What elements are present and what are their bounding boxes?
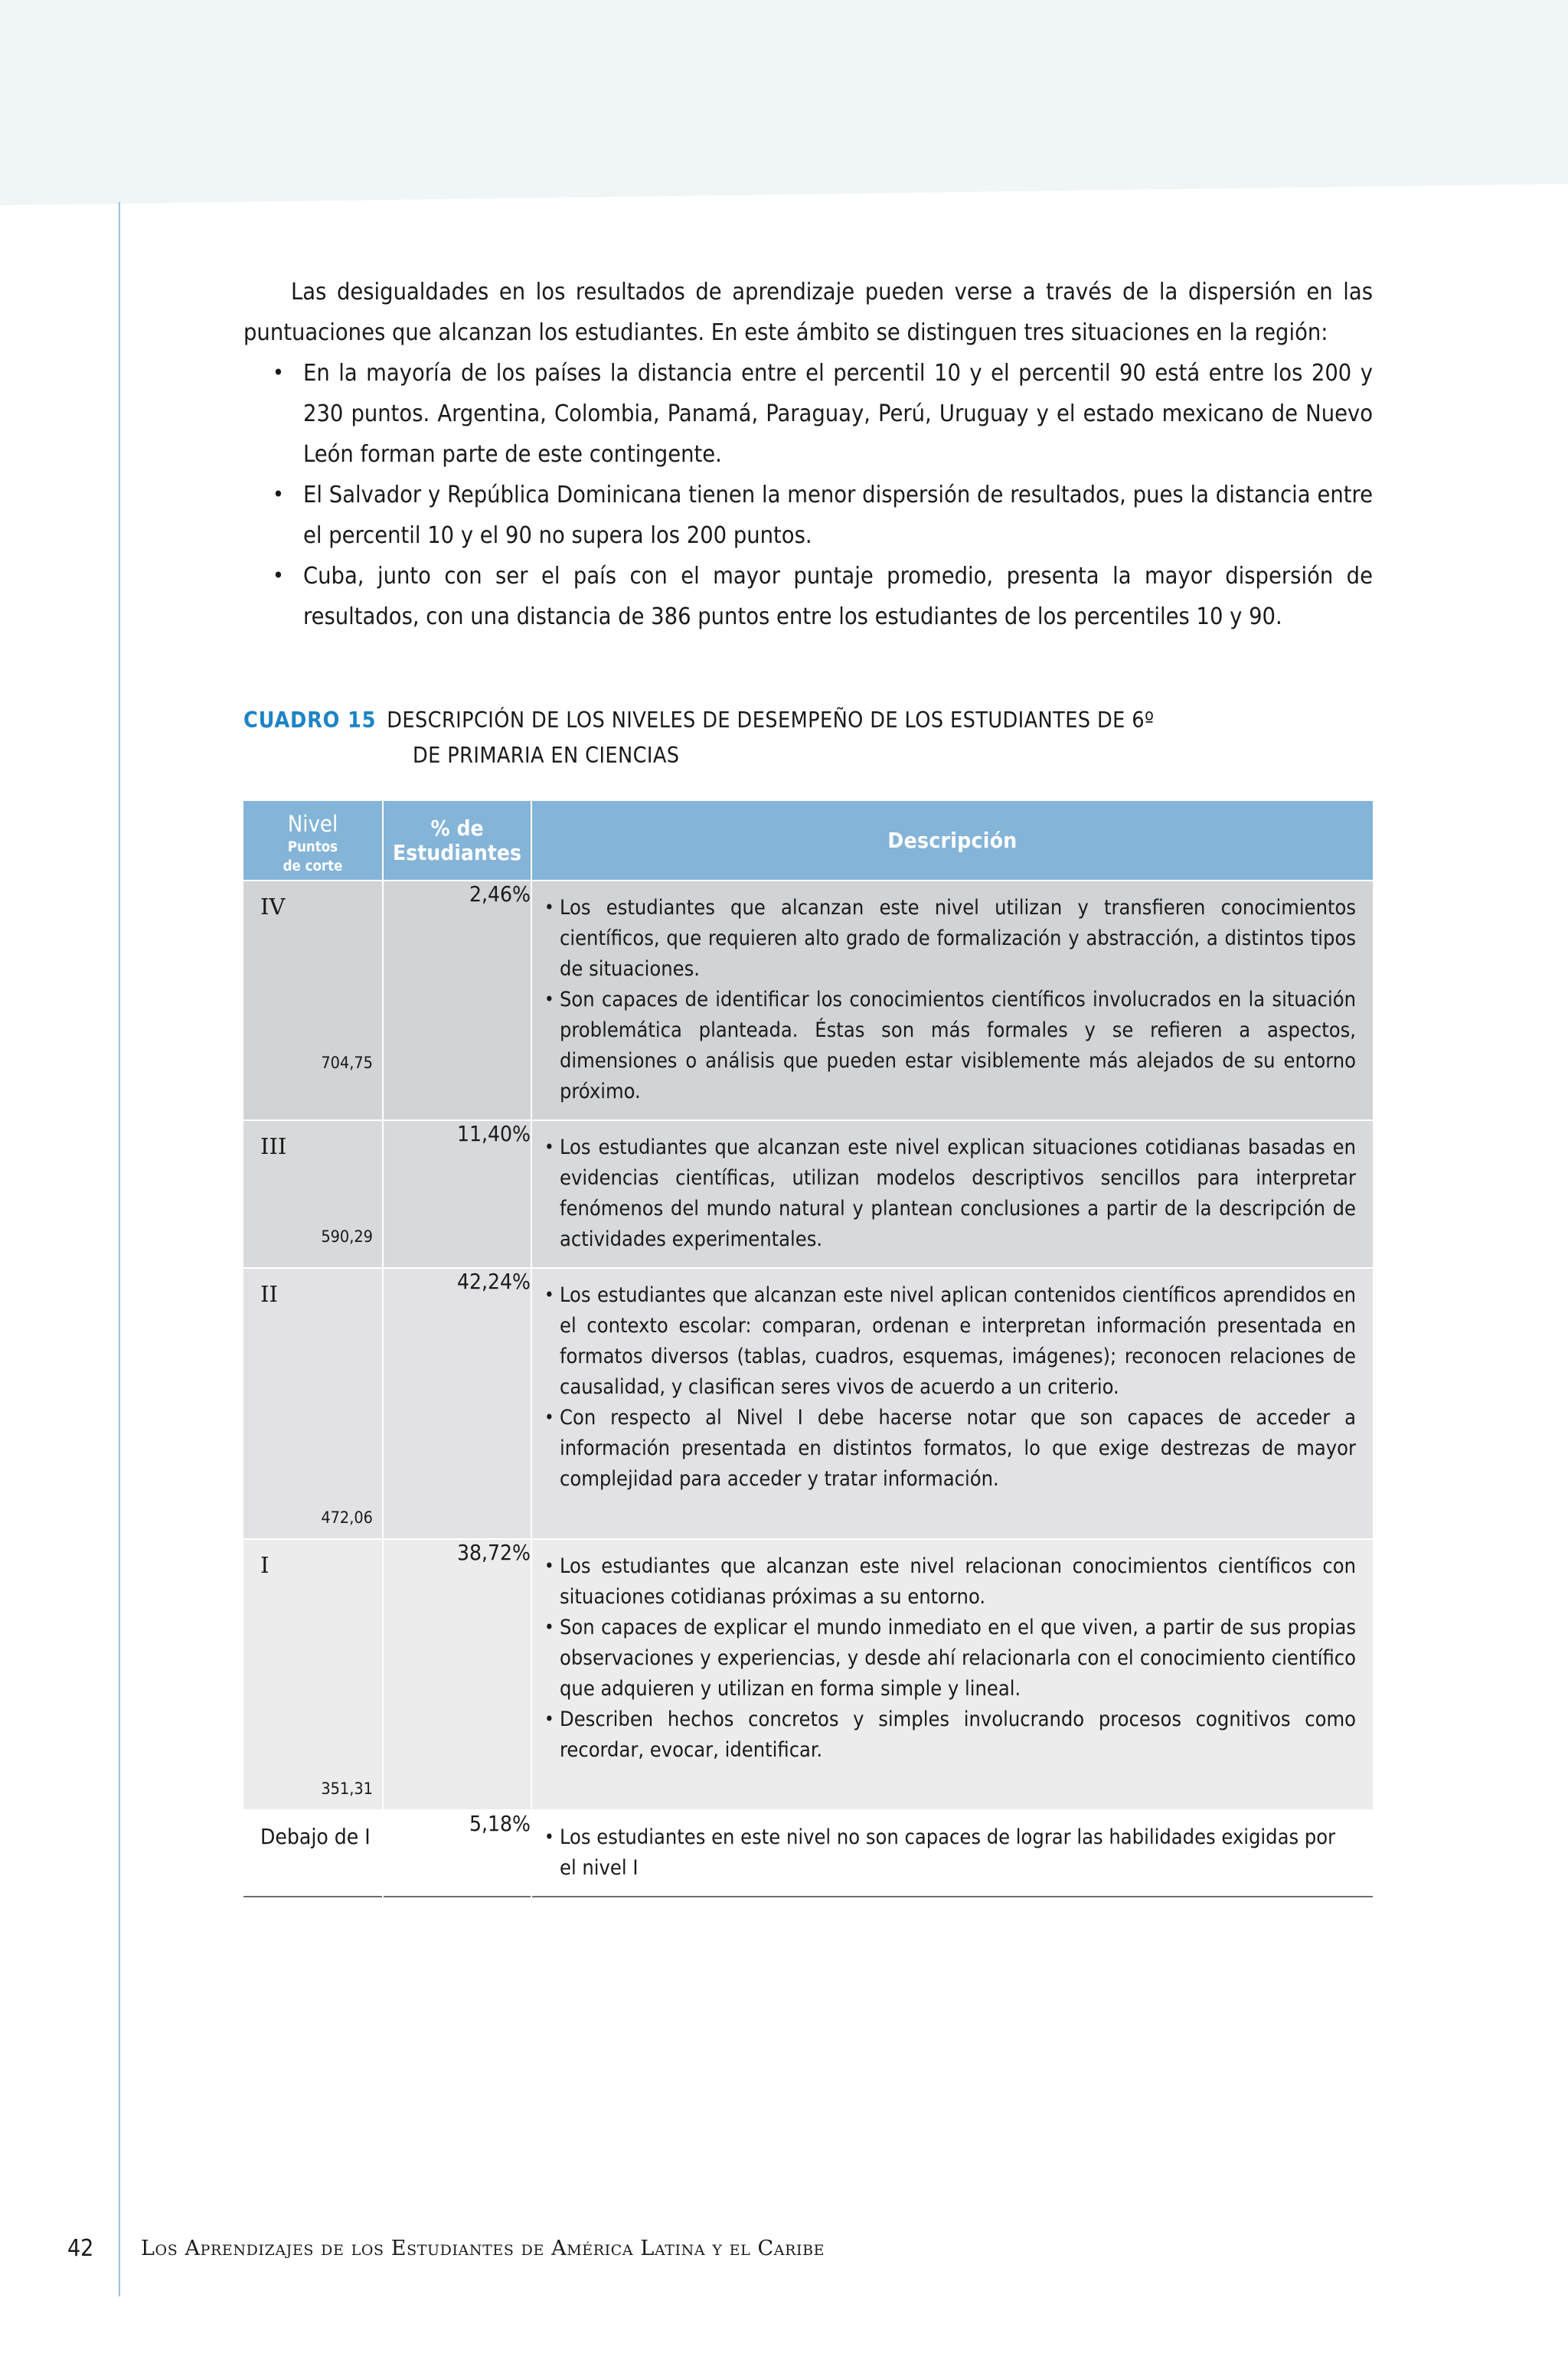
descripcion-bullet: • Describen hechos concretos y simples involucrando procesos cognitivos como recordar, evocar, identificar.	[543, 1704, 1356, 1766]
cell-descripcion	[531, 881, 1373, 1120]
cell-descripcion	[531, 1539, 1373, 1810]
table-row	[243, 1539, 1373, 1810]
cuadro-title-line2: DE PRIMARIA EN CIENCIAS	[413, 743, 680, 768]
descripcion-bullet: • Los estudiantes en este nivel no son capaces de lograr las habilidades exigidas por el nivel I	[543, 1822, 1356, 1884]
descripcion-bullet: • Son capaces de identificar los conocimientos científicos involucrados en la situación problemática planteada. Éstas son más formales y se refieren a aspectos, dimensiones o análisis que pueden estar visiblemente más alejados de su entorno próximo.	[543, 985, 1356, 1107]
page-footer	[67, 2227, 1446, 2270]
cell-porcentaje: 2,46%	[383, 881, 531, 1120]
column-header-descripcion	[531, 801, 1373, 881]
table-header-row	[243, 801, 1373, 881]
lead-paragraph: Las desigualdades en los resultados de aprendizaje pueden verse a través de la dispersión en las puntuaciones que alcanzan los estudiantes. En este ámbito se distinguen tres situaciones en la región:	[243, 279, 1373, 346]
cell-descripcion	[531, 1120, 1373, 1268]
list-item: • En la mayoría de los países la distancia entre el percentil 10 y el percentil 90 está entre los 200 y 230 puntos. Argentina, Colombia, Panamá, Paraguay, Perú, Uruguay y el estado mexicano de Nuevo León forman parte de este contingente.	[243, 353, 1373, 475]
cell-porcentaje: 42,24%	[383, 1268, 531, 1539]
column-header-porcentaje	[383, 801, 531, 881]
nivel-value: Debajo de I	[260, 1824, 371, 1849]
top-decorative-band	[0, 0, 1568, 205]
descripcion-bullet: • Los estudiantes que alcanzan este nivel aplican contenidos científicos aprendidos en el contexto escolar: comparan, ordenan e interpretan información presentada en formatos diversos (tablas, cuadros, esquemas, imágenes); reconocen relaciones de causalidad, y clasifican seres vivos de acuerdo a un criterio.	[543, 1280, 1356, 1403]
cell-nivel	[243, 1268, 383, 1539]
intro-bullet-list	[243, 353, 1373, 637]
cut-score-value: 590,29	[321, 1227, 373, 1247]
table-row	[243, 881, 1373, 1120]
page-number: 42	[67, 2234, 94, 2262]
cell-nivel	[243, 1120, 383, 1268]
cell-porcentaje: 5,18%	[383, 1810, 531, 1897]
performance-levels-table	[243, 801, 1373, 1897]
cell-porcentaje: 38,72%	[383, 1539, 531, 1810]
descripcion-bullet: • Con respecto al Nivel I debe hacerse notar que son capaces de acceder a información presentada en distintos formatos, lo que exige destrezas de mayor complejidad para acceder y tratar información.	[543, 1403, 1356, 1495]
list-item: • Cuba, junto con ser el país con el mayor puntaje promedio, presenta la mayor dispersión de resultados, con una distancia de 386 puntos entre los estudiantes de los percentiles 10 y 90.	[243, 556, 1373, 637]
descripcion-bullet: • Los estudiantes que alcanzan este nivel relacionan conocimientos científicos con situaciones cotidianas próximas a su entorno.	[543, 1551, 1356, 1613]
header-pct-line2: Estudiantes	[393, 839, 521, 865]
nivel-value: III	[260, 1133, 287, 1159]
cell-descripcion	[531, 1810, 1373, 1897]
list-item: • El Salvador y República Dominicana tienen la menor dispersión de resultados, pues la distancia entre el percentil 10 y el 90 no supera los 200 puntos.	[243, 475, 1373, 556]
table-caption	[243, 703, 1373, 773]
header-descripcion-label: Descripción	[887, 828, 1018, 853]
header-puntos-label: Puntos	[287, 838, 338, 855]
cell-nivel	[243, 1810, 383, 1897]
cuadro-label: CUADRO 15	[243, 708, 377, 733]
descripcion-bullet: • Los estudiantes que alcanzan este nivel utilizan y transfieren conocimientos científicos, que requieren alto grado de formalización y abstracción, a distintos tipos de situaciones.	[543, 893, 1356, 985]
nivel-value: IV	[260, 894, 286, 920]
table-row	[243, 1268, 1373, 1539]
header-de-corte-label: de corte	[283, 858, 343, 874]
cell-descripcion	[531, 1268, 1373, 1539]
descripcion-bullet: • Son capaces de explicar el mundo inmediato en el que viven, a partir de sus propias observaciones y experiencias, y desde ahí relacionarla con el conocimiento científico que adquieren y utilizan en forma simple y lineal.	[543, 1613, 1356, 1704]
cell-nivel	[243, 881, 383, 1120]
cut-score-value: 704,75	[321, 1054, 373, 1073]
cuadro-title-line1: DESCRIPCIÓN DE LOS NIVELES DE DESEMPEÑO DE LOS ESTUDIANTES DE 6º	[387, 708, 1155, 733]
header-pct-line1: % de	[430, 815, 484, 841]
nivel-value: II	[260, 1281, 278, 1307]
footer-title: Los Aprendizajes de los Estudiantes de América Latina y el Caribe	[141, 2236, 825, 2260]
page-content	[243, 272, 1373, 1897]
cut-score-value: 472,06	[321, 1508, 373, 1528]
cut-score-value: 351,31	[321, 1779, 373, 1799]
cell-nivel	[243, 1539, 383, 1810]
table-row	[243, 1810, 1373, 1897]
header-nivel-label: Nivel	[287, 810, 338, 837]
column-header-nivel	[243, 801, 383, 881]
descripcion-bullet: • Los estudiantes que alcanzan este nivel explican situaciones cotidianas basadas en evidencias científicas, utilizan modelos descriptivos sencillos para interpretar fenómenos del mundo natural y plantean conclusiones a partir de la descripción de actividades experimentales.	[543, 1132, 1356, 1255]
left-margin-rule	[119, 202, 120, 2296]
cell-porcentaje: 11,40%	[383, 1120, 531, 1268]
nivel-value: I	[260, 1552, 270, 1578]
table-row	[243, 1120, 1373, 1268]
